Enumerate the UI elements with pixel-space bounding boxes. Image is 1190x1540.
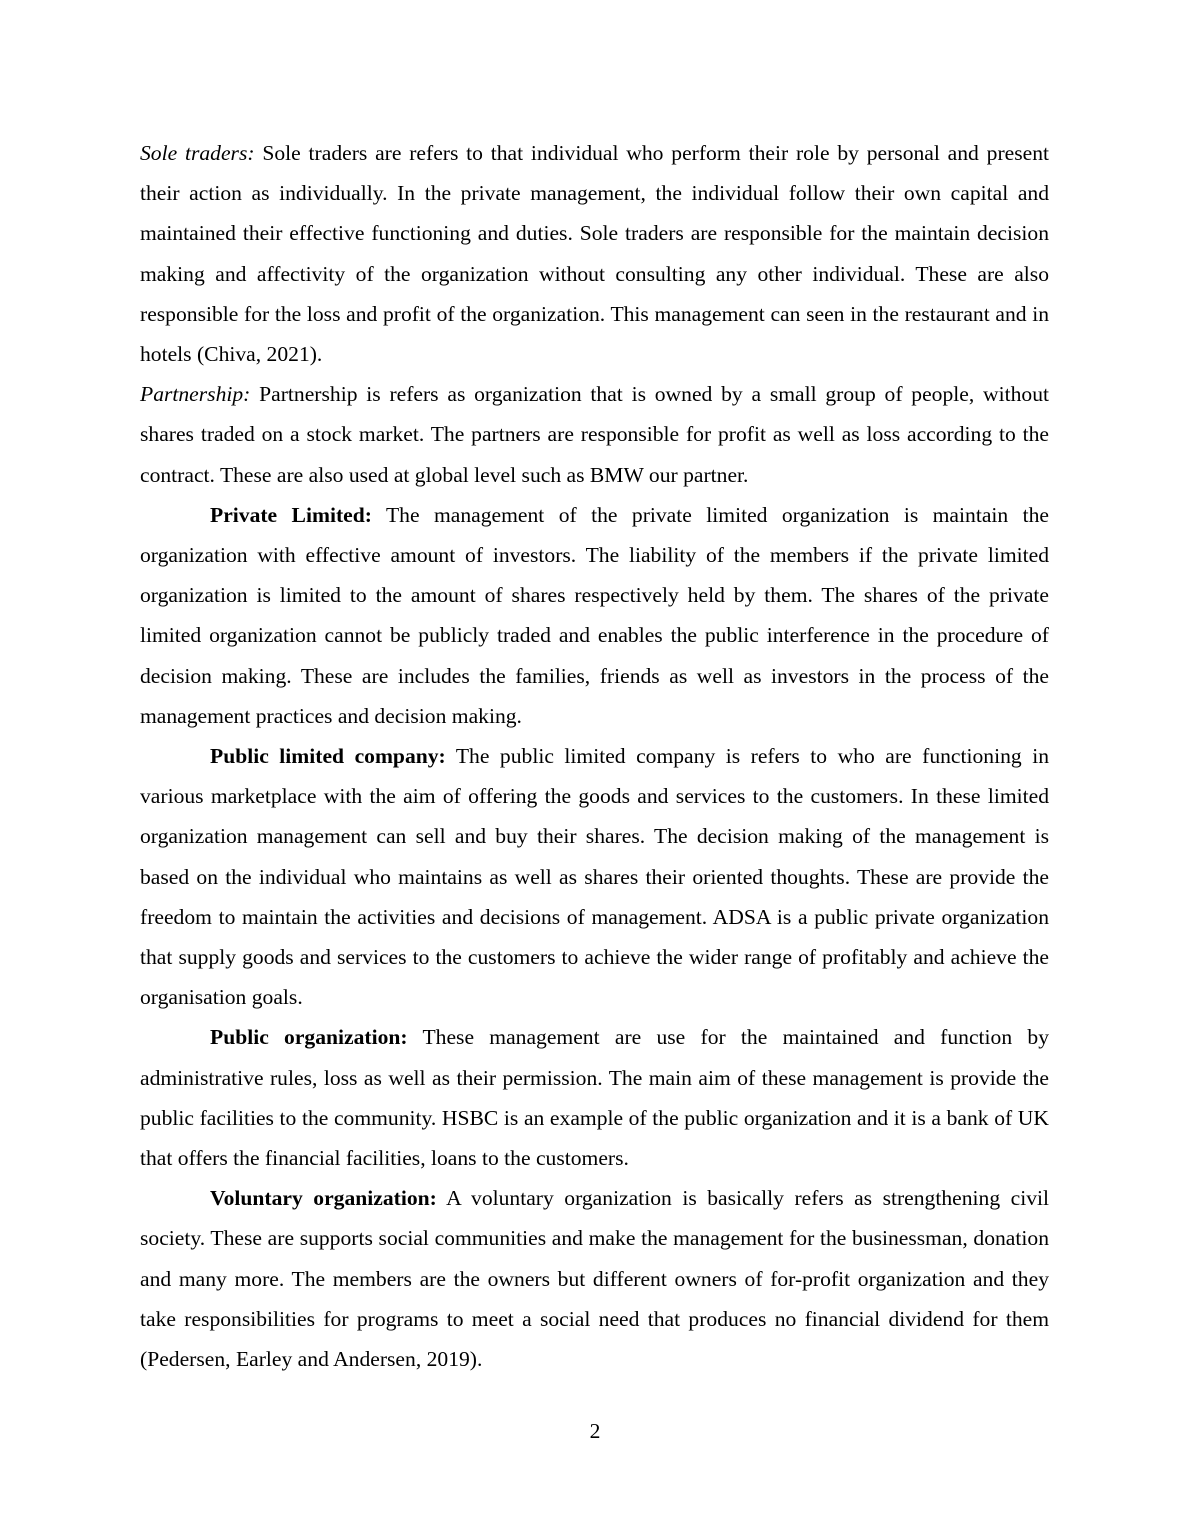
paragraph-partnership	[140, 374, 1049, 495]
page-number: 2	[589, 1419, 601, 1443]
paragraph-body: The management of the private limited organization is maintain the organization with effective amount of investors. The liability of the members if the private limited organization is limited to the amount of shares respectively held by them. The shares of the private limited organization cannot be publicly traded and enables the public interference in the procedure of decision making. These are includes the families, friends as well as investors in the process of the management practices and decision making.	[140, 502, 1049, 728]
paragraph-lead: Public organization:	[210, 1025, 408, 1050]
paragraph-body: A voluntary organization is basically refers as strengthening civil society. These are supports social communities and make the management for the businessman, donation and many more. The members are the owners but different owners of for-profit organization and they take responsibilities for programs to meet a social need that produces no financial dividend for them (Pedersen, Earley and Andersen, 2019).	[140, 1186, 1049, 1372]
paragraph-lead: Sole traders:	[140, 141, 255, 165]
paragraph-lead: Private Limited:	[210, 502, 372, 527]
paragraph-private-limited	[140, 495, 1049, 736]
paragraph-lead: Voluntary organization:	[210, 1186, 437, 1211]
paragraph-lead: Partnership:	[140, 382, 251, 407]
paragraph-public-organization	[140, 1017, 1049, 1178]
paragraph-body: The public limited company is refers to who are functioning in various marketplace with the aim of offering the goods and services to the customers. In these limited organization management can sell and buy their shares. The decision making of the management is based on the individual who maintains as well as shares their oriented thoughts. These are provide the freedom to maintain the activities and decisions of management. ADSA is a public private organization that supply goods and services to the customers to achieve the wider range of profitably and achieve the organisation goals.	[140, 744, 1049, 1010]
paragraph-public-limited-company	[140, 736, 1049, 1017]
paragraph-lead: Public limited company:	[210, 744, 446, 769]
paragraph-body: Partnership is refers as organization that is owned by a small group of people, without shares traded on a stock market. The partners are responsible for profit as well as loss according to the contract. These are also used at global level such as BMW our partner.	[140, 382, 1049, 487]
paragraph-body: Sole traders are refers to that individual who perform their role by personal and present their action as individually. In the private management, the individual follow their own capital and maintained their effective functioning and duties. Sole traders are responsible for the maintain decision making and affectivity of the organization without consulting any other individual. These are also responsible for the loss and profit of the organization. This management can seen in the restaurant and in hotels (Chiva, 2021).	[140, 141, 1050, 367]
paragraph-voluntary-organization	[140, 1178, 1049, 1379]
document-page	[140, 133, 1049, 1379]
paragraph-sole-traders	[140, 133, 1049, 374]
paragraph-body: These management are use for the maintained and function by administrative rules, loss as well as their permission. The main aim of these management is provide the public facilities to the community. HSBC is an example of the public organization and it is a bank of UK that offers the financial facilities, loans to the customers.	[140, 1025, 1049, 1171]
